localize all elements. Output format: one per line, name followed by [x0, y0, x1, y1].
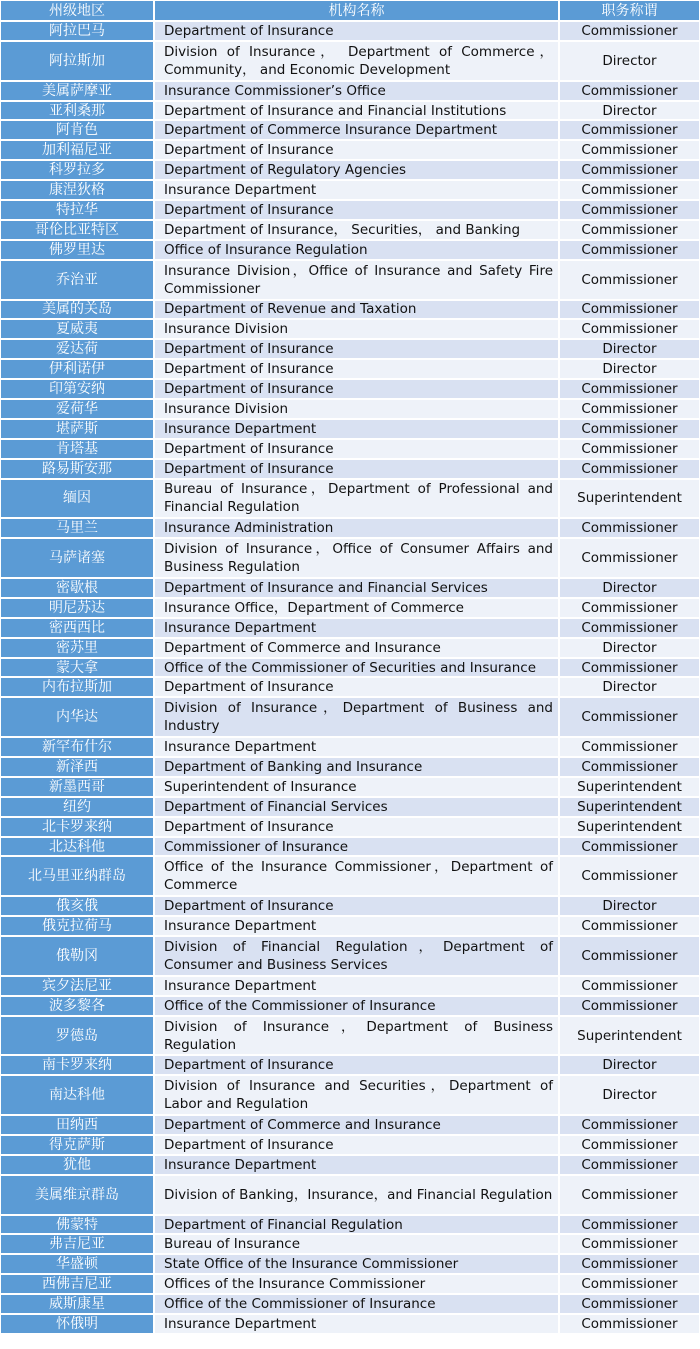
table-row	[0, 41, 700, 81]
title-cell: Commissioner	[559, 459, 700, 479]
agency-cell	[154, 200, 559, 220]
region-cell: 美属的关岛	[0, 300, 154, 320]
title-cell: Commissioner	[559, 598, 700, 618]
agency-name: Department of Insurance and Financial Services	[164, 579, 488, 596]
table-row	[0, 976, 700, 996]
agency-cell	[154, 837, 559, 857]
agency-name: Insurance Department	[164, 977, 317, 994]
region-cell: 新罕布什尔	[0, 737, 154, 757]
region-cell: 西佛吉尼亚	[0, 1274, 154, 1294]
region-cell: 爱达荷	[0, 339, 154, 359]
agency-cell	[154, 459, 559, 479]
agency-cell	[154, 578, 559, 598]
title-cell: Commissioner	[559, 319, 700, 339]
agency-name: Department of Insurance	[164, 22, 334, 39]
agency-name: Department of Commerce Insurance Department	[164, 122, 498, 139]
table-row	[0, 757, 700, 777]
agency-name: Department of Regulatory Agencies	[164, 162, 407, 179]
region-cell: 密歇根	[0, 578, 154, 598]
table-row	[0, 598, 700, 618]
table-row	[0, 180, 700, 200]
table-row	[0, 538, 700, 578]
region-cell: 纽约	[0, 797, 154, 817]
agency-cell	[154, 439, 559, 459]
region-cell: 康涅狄格	[0, 180, 154, 200]
agency-cell	[154, 220, 559, 240]
region-cell: 新泽西	[0, 757, 154, 777]
table-row	[0, 1175, 700, 1215]
table-row	[0, 1314, 700, 1334]
agency-name: Department of Insurance	[164, 341, 334, 358]
agency-name: Department of Commerce and Insurance	[164, 639, 441, 656]
agency-name: Office of Insurance Regulation	[164, 241, 368, 258]
region-cell: 内布拉斯加	[0, 677, 154, 697]
agency-name: Department of Financial Services	[164, 798, 388, 815]
title-cell: Director	[559, 359, 700, 379]
agency-name: Insurance Division，Office of Insurance and Safety Fire Commissioner	[164, 262, 553, 297]
title-cell: Commissioner	[559, 996, 700, 1016]
table-row	[0, 996, 700, 1016]
table-row	[0, 1016, 700, 1056]
agency-name: Department of Insurance	[164, 142, 334, 159]
table-row	[0, 240, 700, 260]
agency-cell	[154, 300, 559, 320]
title-cell: Director	[559, 638, 700, 658]
agency-cell	[154, 1155, 559, 1175]
region-cell: 伊利诺伊	[0, 359, 154, 379]
region-cell: 俄亥俄	[0, 896, 154, 916]
region-cell: 俄克拉荷马	[0, 916, 154, 936]
table-row	[0, 160, 700, 180]
agency-name: Commissioner of Insurance	[164, 838, 349, 855]
agency-name: Division of Banking，Insurance，and Financial Regulation	[164, 1186, 553, 1203]
table-row	[0, 1135, 700, 1155]
title-cell: Commissioner	[559, 1274, 700, 1294]
agency-cell	[154, 817, 559, 837]
region-cell: 加利福尼亚	[0, 140, 154, 160]
title-cell: Commissioner	[559, 1135, 700, 1155]
region-cell: 马萨诸塞	[0, 538, 154, 578]
region-cell: 佛蒙特	[0, 1215, 154, 1235]
region-cell: 俄勒冈	[0, 936, 154, 976]
agency-name: Department of Insurance， Securities， and Banking	[164, 221, 521, 238]
agency-cell	[154, 379, 559, 399]
agency-cell	[154, 1016, 559, 1056]
title-cell: Commissioner	[559, 1294, 700, 1314]
agency-cell	[154, 916, 559, 936]
table-body	[0, 21, 700, 1334]
title-cell: Commissioner	[559, 658, 700, 678]
agency-name: Department of Banking and Insurance	[164, 758, 423, 775]
table-row	[0, 21, 700, 41]
agency-cell	[154, 677, 559, 697]
agency-cell	[154, 618, 559, 638]
title-cell: Commissioner	[559, 518, 700, 538]
agency-cell	[154, 1314, 559, 1334]
agency-cell	[154, 240, 559, 260]
title-cell: Director	[559, 1055, 700, 1075]
title-cell: Commissioner	[559, 618, 700, 638]
table-row	[0, 419, 700, 439]
agency-cell	[154, 160, 559, 180]
table-row	[0, 359, 700, 379]
agency-name: Office of the Insurance Commissioner，Department of Commerce	[164, 859, 553, 894]
title-cell: Commissioner	[559, 120, 700, 140]
agency-cell	[154, 976, 559, 996]
region-cell: 阿肯色	[0, 120, 154, 140]
title-cell: Commissioner	[559, 1215, 700, 1235]
agency-name: Department of Revenue and Taxation	[164, 301, 417, 318]
region-cell: 印第安纳	[0, 379, 154, 399]
region-cell: 夏威夷	[0, 319, 154, 339]
agency-cell	[154, 737, 559, 757]
agency-name: Insurance Department	[164, 1316, 317, 1332]
region-cell: 密苏里	[0, 638, 154, 658]
region-cell: 路易斯安那	[0, 459, 154, 479]
title-cell: Commissioner	[559, 81, 700, 101]
region-cell: 密西西比	[0, 618, 154, 638]
title-cell: Commissioner	[559, 1155, 700, 1175]
title-cell: Commissioner	[559, 976, 700, 996]
table-row	[0, 399, 700, 419]
agency-name: Insurance Department	[164, 182, 317, 199]
region-cell: 美属萨摩亚	[0, 81, 154, 101]
table-row	[0, 1274, 700, 1294]
table-row	[0, 797, 700, 817]
title-cell: Commissioner	[559, 1175, 700, 1215]
table-row	[0, 439, 700, 459]
agency-cell	[154, 359, 559, 379]
agency-cell	[154, 180, 559, 200]
agency-name: Division of Insurance，Department of Business and Industry	[164, 700, 553, 735]
region-cell: 马里兰	[0, 518, 154, 538]
title-cell: Commissioner	[559, 300, 700, 320]
agency-name: Department of Insurance	[164, 679, 334, 696]
table-row	[0, 856, 700, 896]
agency-name: Department of Insurance	[164, 361, 334, 378]
table-row	[0, 896, 700, 916]
table-row	[0, 260, 700, 300]
table-row	[0, 459, 700, 479]
title-cell: Commissioner	[559, 1115, 700, 1135]
title-cell: Superintendent	[559, 1016, 700, 1056]
region-cell: 佛罗里达	[0, 240, 154, 260]
region-cell: 美属维京群岛	[0, 1175, 154, 1215]
agency-name: Department of Insurance	[164, 898, 334, 915]
region-cell: 华盛顿	[0, 1254, 154, 1274]
agency-cell	[154, 936, 559, 976]
agency-cell	[154, 697, 559, 737]
table-row	[0, 697, 700, 737]
region-cell: 得克萨斯	[0, 1135, 154, 1155]
agency-name: Offices of the Insurance Commissioner	[164, 1276, 426, 1293]
region-cell: 弗吉尼亚	[0, 1234, 154, 1254]
region-cell: 爱荷华	[0, 399, 154, 419]
agency-cell	[154, 896, 559, 916]
agency-cell	[154, 479, 559, 519]
table-row	[0, 518, 700, 538]
table-row	[0, 936, 700, 976]
agency-cell	[154, 797, 559, 817]
agency-name: Insurance Department	[164, 918, 317, 935]
title-cell: Director	[559, 41, 700, 81]
title-cell: Commissioner	[559, 140, 700, 160]
title-cell: Director	[559, 896, 700, 916]
table-header-row	[0, 0, 700, 21]
agency-cell	[154, 399, 559, 419]
table-row	[0, 140, 700, 160]
title-cell: Director	[559, 339, 700, 359]
agency-name: Insurance Office，Department of Commerce	[164, 599, 464, 616]
region-cell: 蒙大拿	[0, 658, 154, 678]
agency-name: Insurance Department	[164, 1156, 317, 1173]
table-row	[0, 1115, 700, 1135]
agency-cell	[154, 1254, 559, 1274]
agency-cell	[154, 538, 559, 578]
agency-cell	[154, 757, 559, 777]
region-cell: 田纳西	[0, 1115, 154, 1135]
agency-cell	[154, 1115, 559, 1135]
region-cell: 北马里亚纳群岛	[0, 856, 154, 896]
agency-name: Division of Insurance and Securities，Department of Labor and Regulation	[164, 1078, 553, 1113]
agency-name: Department of Insurance	[164, 1136, 334, 1153]
table-row	[0, 1055, 700, 1075]
agency-name: Bureau of Insurance，Department of Professional and Financial Regulation	[164, 481, 553, 516]
table-row	[0, 837, 700, 857]
agency-name: Bureau of Insurance	[164, 1236, 301, 1253]
region-cell: 威斯康星	[0, 1294, 154, 1314]
agency-name: Insurance Commissioner’s Office	[164, 82, 386, 99]
table-row	[0, 777, 700, 797]
region-cell: 新墨西哥	[0, 777, 154, 797]
title-cell: Commissioner	[559, 916, 700, 936]
agency-cell	[154, 41, 559, 81]
agency-name: Department of Insurance	[164, 460, 334, 477]
region-cell: 南达科他	[0, 1075, 154, 1115]
table-row	[0, 300, 700, 320]
title-cell: Commissioner	[559, 1234, 700, 1254]
agency-cell	[154, 518, 559, 538]
agency-cell	[154, 856, 559, 896]
title-cell: Director	[559, 578, 700, 598]
table-row	[0, 479, 700, 519]
agency-name: Division of Insurance，Office of Consumer Affairs and Business Regulation	[164, 541, 553, 576]
agency-cell	[154, 996, 559, 1016]
agency-cell	[154, 1175, 559, 1215]
agency-cell	[154, 1075, 559, 1115]
region-cell: 阿拉巴马	[0, 21, 154, 41]
agency-name: Office of the Commissioner of Insurance	[164, 997, 436, 1014]
title-cell: Commissioner	[559, 220, 700, 240]
table-row	[0, 101, 700, 121]
table-row	[0, 1234, 700, 1254]
agency-name: Insurance Division	[164, 321, 289, 338]
title-cell: Commissioner	[559, 180, 700, 200]
agency-name: Department of Insurance	[164, 381, 334, 398]
table-row	[0, 817, 700, 837]
title-cell: Commissioner	[559, 399, 700, 419]
header-agency: 机构名称	[154, 0, 559, 21]
region-cell: 宾夕法尼亚	[0, 976, 154, 996]
table-row	[0, 379, 700, 399]
title-cell: Commissioner	[559, 419, 700, 439]
table-row	[0, 1294, 700, 1314]
agency-cell	[154, 319, 559, 339]
title-cell: Commissioner	[559, 1254, 700, 1274]
agency-name: Superintendent of Insurance	[164, 778, 357, 795]
title-cell: Commissioner	[559, 856, 700, 896]
agency-name: Division of Insurance，Department of Business Regulation	[164, 1018, 553, 1053]
table-row	[0, 200, 700, 220]
agency-name: Insurance Division	[164, 400, 289, 417]
table-row	[0, 618, 700, 638]
region-cell: 哥伦比亚特区	[0, 220, 154, 240]
region-cell: 南卡罗来纳	[0, 1055, 154, 1075]
agency-cell	[154, 638, 559, 658]
title-cell: Commissioner	[559, 697, 700, 737]
agency-name: Division of Insurance， Department of Commerce， Community， and Economic Development	[164, 43, 553, 78]
agency-name: Insurance Administration	[164, 520, 334, 537]
table-row	[0, 677, 700, 697]
agency-cell	[154, 81, 559, 101]
table-row	[0, 1215, 700, 1235]
agency-name: Department of Insurance	[164, 440, 334, 457]
agency-name: Department of Insurance	[164, 201, 334, 218]
title-cell: Superintendent	[559, 479, 700, 519]
header-region: 州级地区	[0, 0, 154, 21]
region-cell: 怀俄明	[0, 1314, 154, 1334]
title-cell: Commissioner	[559, 240, 700, 260]
region-cell: 内华达	[0, 697, 154, 737]
title-cell: Commissioner	[559, 200, 700, 220]
table-row	[0, 1254, 700, 1274]
title-cell: Commissioner	[559, 379, 700, 399]
title-cell: Commissioner	[559, 160, 700, 180]
agency-cell	[154, 1135, 559, 1155]
region-cell: 北达科他	[0, 837, 154, 857]
title-cell: Commissioner	[559, 837, 700, 857]
table-row	[0, 120, 700, 140]
table-row	[0, 638, 700, 658]
table-row	[0, 578, 700, 598]
agency-cell	[154, 1234, 559, 1254]
title-cell: Commissioner	[559, 737, 700, 757]
agency-name: Department of Insurance	[164, 818, 334, 835]
agency-name: Division of Financial Regulation，Department of Consumer and Business Services	[164, 938, 553, 973]
region-cell: 特拉华	[0, 200, 154, 220]
agency-cell	[154, 101, 559, 121]
agency-name: Department of Insurance	[164, 1057, 334, 1074]
region-cell: 科罗拉多	[0, 160, 154, 180]
agency-name: Department of Financial Regulation	[164, 1216, 403, 1233]
agency-name: Insurance Department	[164, 739, 317, 756]
region-cell: 乔治亚	[0, 260, 154, 300]
agency-cell	[154, 1055, 559, 1075]
title-cell: Commissioner	[559, 439, 700, 459]
agency-cell	[154, 120, 559, 140]
agency-cell	[154, 658, 559, 678]
title-cell: Commissioner	[559, 1314, 700, 1334]
title-cell: Commissioner	[559, 757, 700, 777]
title-cell: Superintendent	[559, 797, 700, 817]
table-row	[0, 1075, 700, 1115]
table-row	[0, 81, 700, 101]
agency-name: Insurance Department	[164, 420, 317, 437]
table-row	[0, 658, 700, 678]
agency-name: Office of the Commissioner of Securities and Insurance	[164, 659, 537, 676]
agency-cell	[154, 21, 559, 41]
title-cell: Commissioner	[559, 21, 700, 41]
title-cell: Commissioner	[559, 936, 700, 976]
agency-name: Office of the Commissioner of Insurance	[164, 1296, 436, 1313]
title-cell: Commissioner	[559, 260, 700, 300]
table-row	[0, 319, 700, 339]
agency-name: State Office of the Insurance Commissioner	[164, 1256, 459, 1273]
title-cell: Superintendent	[559, 817, 700, 837]
agency-cell	[154, 1294, 559, 1314]
title-cell: Director	[559, 101, 700, 121]
header-title: 职务称谓	[559, 0, 700, 21]
agency-name: Department of Insurance and Financial Institutions	[164, 102, 507, 119]
table-row	[0, 737, 700, 757]
title-cell: Director	[559, 677, 700, 697]
table-row	[0, 1155, 700, 1175]
agency-name: Insurance Department	[164, 619, 317, 636]
agency-cell	[154, 598, 559, 618]
title-cell: Director	[559, 1075, 700, 1115]
region-cell: 北卡罗来纳	[0, 817, 154, 837]
table-row	[0, 339, 700, 359]
agency-cell	[154, 777, 559, 797]
region-cell: 亚利桑那	[0, 101, 154, 121]
title-cell: Commissioner	[559, 538, 700, 578]
region-cell: 阿拉斯加	[0, 41, 154, 81]
region-cell: 肯塔基	[0, 439, 154, 459]
region-cell: 波多黎各	[0, 996, 154, 1016]
region-cell: 缅因	[0, 479, 154, 519]
agency-cell	[154, 339, 559, 359]
agency-cell	[154, 419, 559, 439]
table-row	[0, 220, 700, 240]
region-cell: 堪萨斯	[0, 419, 154, 439]
agency-cell	[154, 1274, 559, 1294]
title-cell: Superintendent	[559, 777, 700, 797]
agency-cell	[154, 140, 559, 160]
agency-cell	[154, 1215, 559, 1235]
region-cell: 犹他	[0, 1155, 154, 1175]
table-row	[0, 916, 700, 936]
agency-name: Department of Commerce and Insurance	[164, 1117, 441, 1134]
region-cell: 明尼苏达	[0, 598, 154, 618]
region-cell: 罗德岛	[0, 1016, 154, 1056]
agency-cell	[154, 260, 559, 300]
